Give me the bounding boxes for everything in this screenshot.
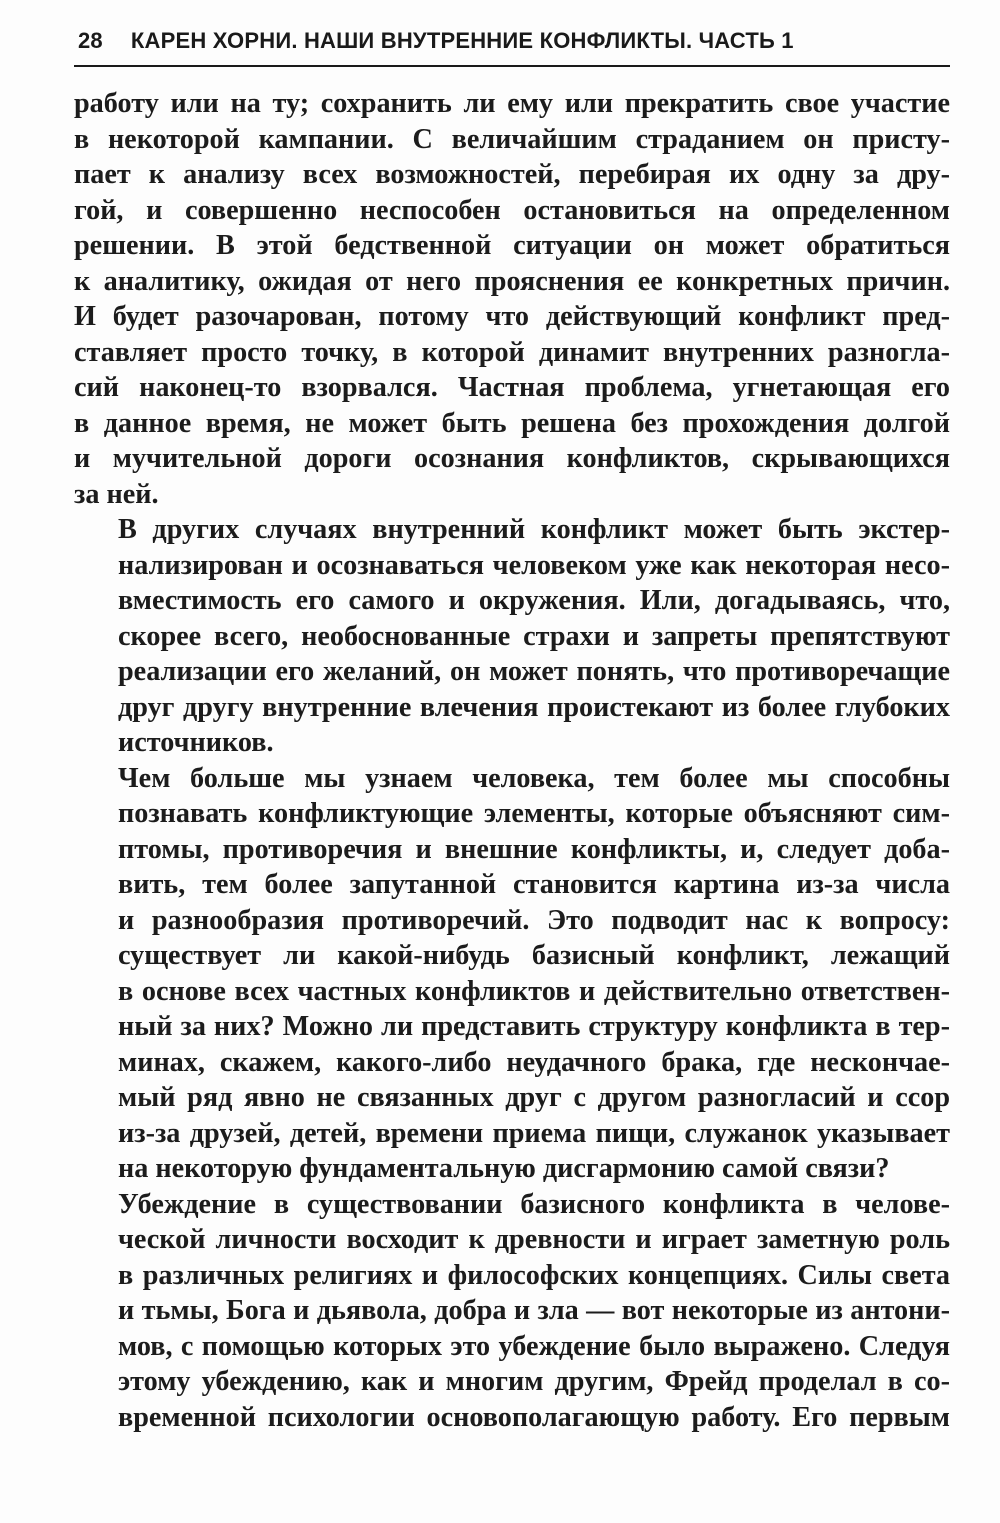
running-header — [78, 28, 946, 54]
text-line: к аналитику, ожидая от него прояснения ее конкретных причин. — [74, 265, 950, 297]
text-line: птомы, противоречия и внешние конфликты, и, следует доба- — [118, 833, 950, 865]
text-line: источников. — [118, 727, 274, 758]
text-line: и разнообразия противоречий. Это подводит нас к вопросу: — [118, 904, 950, 936]
text-line: нализирован и осознаваться человеком уже как некоторая несо- — [118, 549, 950, 581]
text-line: мый ряд явно не связанных друг с другом разногласий и ссор — [118, 1082, 950, 1113]
text-line: и мучительной дороги осознания конфликтов, скрывающихся — [74, 443, 950, 474]
text-line: В других случаях внутренний конфликт может быть экстер- — [118, 514, 950, 545]
text-line: за ней. — [74, 478, 159, 510]
text-line: вить, тем более запутанной становится картина из-за числа — [118, 869, 950, 900]
paragraph-2 — [74, 512, 950, 761]
text-line: сий наконец-то взорвался. Частная проблема, угнетающая его — [74, 372, 950, 403]
paragraph-1 — [74, 86, 950, 512]
text-line: ный за них? Можно ли представить структуру конфликта в тер- — [118, 1011, 950, 1042]
text-line: работу или на ту; сохранить ли ему или прекратить свое участие — [74, 88, 950, 119]
paragraph-3 — [74, 761, 950, 1187]
text-line: ставляет просто точку, в которой динамит внутренних разногла- — [74, 336, 950, 368]
text-line: пает к анализу всех возможностей, перебирая их одну за дру- — [74, 159, 950, 190]
text-line: мов, с помощью которых это убеждение было выражено. Следуя — [118, 1330, 950, 1362]
text-line: из-за друзей, детей, времени приема пищи, служанок указывает — [118, 1117, 950, 1149]
text-line: существует ли какой-нибудь базисный конфликт, лежащий — [118, 940, 950, 971]
text-line: ческой личности восходит к древности и играет заметную роль — [118, 1224, 950, 1255]
text-line: минах, скажем, какого-либо неудачного брака, где нескончае- — [118, 1046, 950, 1078]
running-title: КАРЕН ХОРНИ. НАШИ ВНУТРЕННИЕ КОНФЛИКТЫ. ЧАСТЬ 1 — [130, 28, 794, 53]
text-line: скорее всего, необоснованные страхи и запреты препятствуют — [118, 620, 950, 652]
text-line: реализации его желаний, он может понять, что противоречащие — [118, 656, 950, 687]
text-line: гой, и совершенно неспособен остановиться на определенном — [74, 194, 950, 226]
text-line: Чем больше мы узнаем человека, тем более мы способны — [118, 762, 950, 794]
text-line: и тьмы, Бога и дьявола, добра и зла — вот некоторые из антони- — [118, 1295, 950, 1326]
header-rule — [74, 65, 950, 67]
text-line: этому убеждению, как и многим другим, Фрейд проделал в со- — [118, 1366, 950, 1397]
body-text — [74, 86, 950, 1435]
text-line: в различных религиях и философских концепциях. Силы света — [118, 1259, 950, 1291]
text-line: решении. В этой бедственной ситуации он может обратиться — [74, 230, 950, 261]
paragraph-4 — [74, 1187, 950, 1436]
text-line: Убеждение в существовании базисного конфликта в челове- — [118, 1188, 950, 1220]
text-line: вместимость его самого и окружения. Или, догадываясь, что, — [118, 585, 950, 616]
text-line: в основе всех частных конфликтов и действительно ответствен- — [118, 975, 950, 1007]
text-line: на некоторую фундаментальную дисгармонию самой связи? — [118, 1153, 890, 1184]
text-line: в данное время, не может быть решена без прохождения долгой — [74, 407, 950, 439]
text-line: в некоторой кампании. С величайшим страданием он присту- — [74, 123, 950, 155]
text-line: И будет разочарован, потому что действующий конфликт пред- — [74, 301, 950, 332]
text-line: друг другу внутренние влечения проистекают из более глубоких — [118, 691, 950, 723]
page-number: 28 — [78, 28, 103, 53]
text-line: временной психологии основополагающую работу. Его первым — [118, 1401, 950, 1433]
text-line: познавать конфликтующие элементы, которые объясняют сим- — [118, 798, 950, 829]
